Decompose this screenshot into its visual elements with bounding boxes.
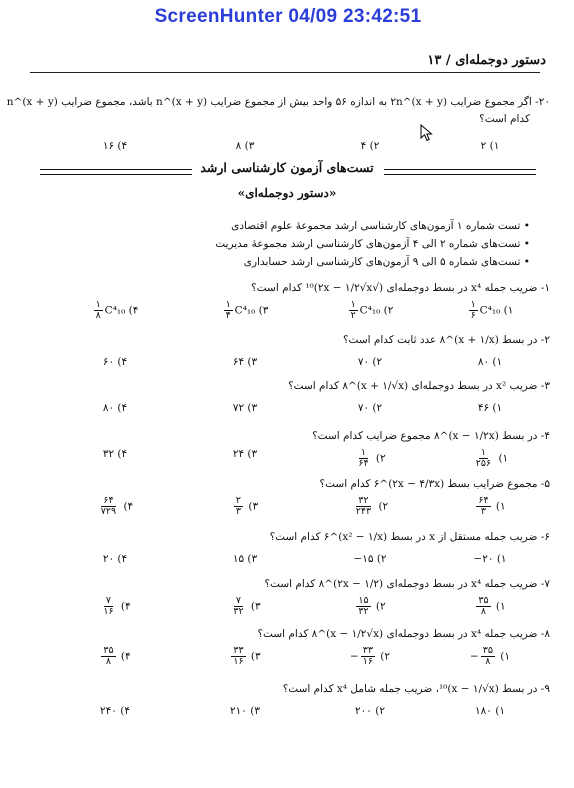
q20-option-1: ۲ (۱ xyxy=(480,140,500,152)
q20-option-2: ۴ (۲ xyxy=(360,140,380,152)
section-subtitle: «دستور دوجمله‌ای» xyxy=(237,186,337,200)
fraction-denominator: ۸ xyxy=(95,309,101,321)
option-number: (۱ xyxy=(495,452,509,465)
fraction-denominator: ۳۲ xyxy=(233,605,244,617)
question-1-option-3 xyxy=(206,300,284,321)
option-number: (۱ xyxy=(492,600,506,613)
question-9-option-3: ۲۱۰ (۳ xyxy=(230,705,260,717)
question-6-option-3: ۱۵ (۳ xyxy=(232,553,258,565)
fraction-denominator: ۲۴۳ xyxy=(355,505,372,517)
question-8-stem: ۸- ضریب جمله x⁴ در بسط دوجمله‌ای (x − ۱/۲√x)^۸ کدام است؟ xyxy=(257,628,550,640)
question-9-stem: ۹- در بسط (x − ۱/√x)¹⁰، ضریب جمله شامل x⁴ کدام است؟ xyxy=(282,683,550,695)
fraction-denominator: ۶ xyxy=(470,309,476,321)
question-5-option-3 xyxy=(206,496,284,517)
fraction-denominator: ۲ xyxy=(350,309,356,321)
fraction-denominator: ۸ xyxy=(485,655,491,667)
question-7-option-1 xyxy=(451,596,529,617)
option-fraction xyxy=(234,496,243,517)
option-number: (۱ xyxy=(500,304,514,317)
question-4-option-2 xyxy=(331,448,409,469)
q20-stem: ۲۰- اگر مجموع ضرایب (x + y)^۲n به اندازه ۵۶ واحد بیش از مجموع ضرایب (x + y)^n باشد، مجموع ضرایب (x + y)^n xyxy=(6,96,550,108)
fraction-numerator: ۱ xyxy=(350,299,356,310)
question-5-stem: ۵- مجموع ضرایب بسط (۲x − ۴/۳x)^۶ کدام است؟ xyxy=(319,478,550,490)
option-fraction xyxy=(231,596,245,617)
question-6-option-2: −۱۵ (۲ xyxy=(353,553,387,565)
fraction-numerator: ۱ xyxy=(95,299,101,310)
fraction-numerator: ۲ xyxy=(235,495,242,506)
question-5-option-4 xyxy=(76,496,154,517)
option-number: (۴ xyxy=(117,650,131,663)
question-9-option-2: ۲۰۰ (۲ xyxy=(355,705,385,717)
option-number: (۳ xyxy=(255,304,269,317)
fraction-numerator: ۷ xyxy=(105,595,111,606)
option-fraction xyxy=(99,496,118,517)
option-fraction xyxy=(474,448,493,469)
question-7-stem: ۷- ضریب جمله x⁴ در بسط دوجمله‌ای (۲x − ۱/۲)^۸ کدام است؟ xyxy=(264,578,550,590)
option-number: (۴ xyxy=(120,500,134,513)
question-4-option-3: ۲۴ (۳ xyxy=(232,448,258,460)
option-number: (۳ xyxy=(245,500,259,513)
option-fraction xyxy=(101,596,115,617)
option-number: (۳ xyxy=(247,650,261,663)
bullet-item: • تست‌های شماره ۵ الی ۹ آزمون‌های کارشناسی ارشد حسابداری xyxy=(243,256,530,268)
fraction-numerator: ۳۳ xyxy=(362,645,373,656)
fraction-numerator: ۶۴ xyxy=(103,495,114,506)
fraction-denominator: ۱۶ xyxy=(103,605,114,617)
option-suffix: C⁴₁₀ xyxy=(104,304,126,317)
option-number: (۲ xyxy=(372,452,386,465)
question-8-option-1 xyxy=(451,646,529,667)
fraction-numerator: ۱ xyxy=(470,299,476,310)
option-fraction xyxy=(361,646,375,667)
question-2-stem: ۲- در بسط (x + ۱/x)^۸ عدد ثابت کدام است؟ xyxy=(342,334,550,346)
option-fraction xyxy=(356,448,370,469)
option-number: (۲ xyxy=(375,500,389,513)
option-suffix: C⁴₁₀ xyxy=(479,304,501,317)
question-2-option-4: ۶۰ (۴ xyxy=(102,356,128,368)
bullet-item: • تست‌های شماره ۲ الی ۴ آزمون‌های کارشناسی ارشد مجموعهٔ مدیریت xyxy=(215,238,530,250)
fraction-numerator: ۱ xyxy=(480,447,486,458)
fraction-denominator: ۳ xyxy=(235,505,242,517)
fraction-denominator: ۸ xyxy=(105,655,111,667)
screenshot-watermark: ScreenHunter 04/09 23:42:51 xyxy=(154,6,422,27)
question-1-option-2 xyxy=(331,300,409,321)
question-3-option-1: ۴۶ (۱ xyxy=(477,402,503,414)
option-fraction xyxy=(469,300,478,321)
question-3-option-4: ۸۰ (۴ xyxy=(102,402,128,414)
question-6-option-4: ۲۰ (۴ xyxy=(102,553,128,565)
fraction-numerator: ۳۵ xyxy=(478,595,489,606)
fraction-numerator: ۳۵ xyxy=(482,645,493,656)
question-8-option-2 xyxy=(331,646,409,667)
fraction-numerator: ۱۵ xyxy=(358,595,369,606)
option-fraction xyxy=(349,300,358,321)
question-5-option-1 xyxy=(451,496,529,517)
question-4-option-1 xyxy=(451,448,529,469)
option-fraction xyxy=(356,596,370,617)
option-number: (۲ xyxy=(380,304,394,317)
page-header: دستور دوجمله‌ای / ۱۳ xyxy=(427,53,546,68)
option-number: (۴ xyxy=(125,304,139,317)
question-8-option-4 xyxy=(76,646,154,667)
question-3-stem: ۳- ضریب x² در بسط دوجمله‌ای (x + ۱/√x)^۸ کدام است؟ xyxy=(288,380,550,392)
option-fraction xyxy=(481,646,495,667)
question-2-option-1: ۸۰ (۱ xyxy=(477,356,503,368)
option-number: (۴ xyxy=(117,600,131,613)
option-number: (۱ xyxy=(492,500,506,513)
option-sign: − xyxy=(469,650,479,663)
question-6-option-1: −۲۰ (۱ xyxy=(473,553,507,565)
question-1-stem: ۱- ضریب جمله x⁴ در بسط دوجمله‌ای (√۲x − ۱/۲√x)¹⁰ کدام است؟ xyxy=(251,282,550,294)
fraction-denominator: ۷۲۹ xyxy=(100,505,117,517)
question-1-option-1 xyxy=(451,300,529,321)
q20-option-4: ۱۶ (۴ xyxy=(102,140,128,152)
fraction-numerator: ۷ xyxy=(235,595,241,606)
question-2-option-3: ۶۴ (۳ xyxy=(232,356,258,368)
question-7-option-4 xyxy=(76,596,154,617)
question-7-option-3 xyxy=(206,596,284,617)
fraction-numerator: ۱ xyxy=(360,447,366,458)
fraction-denominator: ۱۶ xyxy=(362,655,373,667)
question-5-option-2 xyxy=(331,496,409,517)
question-8-option-3 xyxy=(206,646,284,667)
q20-option-3: ۸ (۳ xyxy=(235,140,255,152)
option-suffix: C⁴₁₀ xyxy=(234,304,256,317)
option-number: (۲ xyxy=(372,600,386,613)
option-number: (۱ xyxy=(496,650,511,663)
option-fraction xyxy=(476,596,490,617)
fraction-numerator: ۳۵ xyxy=(103,645,114,656)
option-suffix: C⁴₁₀ xyxy=(359,304,381,317)
question-4-stem: ۴- در بسط (x − ۱/۲x)^۸ مجموع ضرایب کدام است؟ xyxy=(312,430,550,442)
fraction-denominator: ۱۶ xyxy=(233,655,244,667)
question-9-option-1: ۱۸۰ (۱ xyxy=(475,705,505,717)
question-7-option-2 xyxy=(331,596,409,617)
fraction-denominator: ۴ xyxy=(225,309,231,321)
question-3-option-3: ۷۲ (۳ xyxy=(232,402,258,414)
option-fraction xyxy=(231,646,245,667)
section-title: تست‌های آزمون کارشناسی ارشد xyxy=(200,160,374,175)
question-3-option-2: ۷۰ (۲ xyxy=(357,402,383,414)
bullet-item: • تست شماره ۱ آزمون‌های کارشناسی ارشد مجموعهٔ علوم اقتصادی xyxy=(231,220,530,232)
option-fraction xyxy=(224,300,233,321)
option-number: (۲ xyxy=(376,650,391,663)
fraction-numerator: ۱ xyxy=(225,299,231,310)
mouse-cursor-icon xyxy=(420,124,434,142)
q20-stem-cont: کدام است؟ xyxy=(479,113,530,125)
question-4-option-4: ۳۲ (۴ xyxy=(102,448,128,460)
fraction-numerator: ۳۳ xyxy=(233,645,244,656)
question-2-option-2: ۷۰ (۲ xyxy=(357,356,383,368)
fraction-denominator: ۶۴ xyxy=(358,457,369,469)
option-fraction xyxy=(101,646,115,667)
question-9-option-4: ۲۴۰ (۴ xyxy=(100,705,130,717)
fraction-denominator: ۲۵۶ xyxy=(475,457,492,469)
fraction-numerator: ۳۲ xyxy=(358,495,369,506)
header-rule xyxy=(30,72,540,73)
fraction-denominator: ۳ xyxy=(480,505,486,517)
question-6-stem: ۶- ضریب جمله مستقل از x در بسط (x² − ۱/x)^۶ کدام است؟ xyxy=(269,531,550,543)
fraction-numerator: ۶۴ xyxy=(478,495,489,506)
question-1-option-4 xyxy=(76,300,154,321)
option-number: (۳ xyxy=(247,600,261,613)
option-fraction xyxy=(94,300,103,321)
option-fraction xyxy=(476,496,490,517)
fraction-denominator: ۳۲ xyxy=(358,605,369,617)
fraction-denominator: ۸ xyxy=(480,605,486,617)
option-sign: − xyxy=(349,650,359,663)
option-fraction xyxy=(354,496,373,517)
